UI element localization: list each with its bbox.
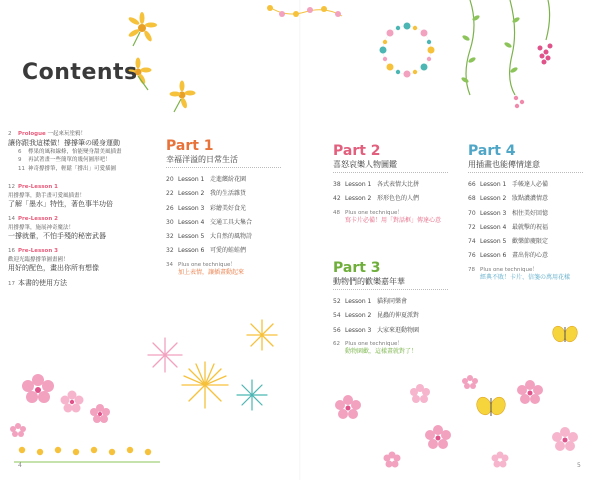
left-page-number: 4 <box>18 462 22 469</box>
page-number: 32 <box>166 233 174 241</box>
page-title: Contents <box>22 60 138 85</box>
part-3-section <box>333 260 458 356</box>
pre-lesson-subtitle: 用撐撐筆，施展神奇魔法！ <box>8 224 75 231</box>
lesson-title: 交通工具大集合 <box>210 218 253 226</box>
butterfly-icon <box>551 324 580 343</box>
lesson-title: 形形色色的人們 <box>377 195 420 203</box>
plus-technique <box>333 209 458 225</box>
lesson-title: 可愛的蛙蛙們 <box>210 247 247 255</box>
part-1-section <box>166 138 296 277</box>
part-3-label: Part 3 <box>333 260 381 276</box>
page-number: 70 <box>468 209 476 217</box>
plus-text: 寫卡片必備！用「對話框」傳達心意 <box>345 216 442 224</box>
part-4-title: 用插畫也能傳情達意 <box>468 159 583 173</box>
page-number: 30 <box>166 218 174 226</box>
lesson-title: 彩繪美好食光 <box>210 204 247 212</box>
page-number: 62 <box>333 340 340 347</box>
lesson-number: Lesson 1 <box>345 298 372 305</box>
lesson-title: 最就擊的祝福 <box>512 223 549 231</box>
page-number: 32 <box>166 247 174 255</box>
pre-lesson-label: Pre-Lesson 3 <box>18 248 58 254</box>
lesson-number: Lesson 2 <box>480 195 507 203</box>
prologue-item <box>18 165 158 174</box>
book-spine <box>299 0 301 480</box>
lesson-title: 貓狗同樂會 <box>377 298 408 305</box>
pre-lesson-subtitle: 用撐撐筆，動手畫可愛風插畫！ <box>8 192 86 199</box>
lesson-row <box>333 295 458 309</box>
lesson-title: 大自然的風物詩 <box>210 233 253 241</box>
cherry-blossom-icon <box>552 427 578 451</box>
lesson-number: Lesson 1 <box>480 181 507 188</box>
guide-entry <box>8 279 158 290</box>
lesson-number: Lesson 2 <box>178 190 205 198</box>
lesson-row <box>333 309 458 323</box>
cherry-blossom-icon <box>22 374 54 403</box>
page-number: 16 <box>8 248 15 254</box>
lesson-number: Lesson 4 <box>480 223 507 231</box>
lesson-title: 相住美好回憶 <box>512 209 549 217</box>
lesson-title: 昆蟲的伸夏派對 <box>377 312 420 320</box>
part-4-label: Part 4 <box>468 143 516 159</box>
lesson-row <box>468 192 593 206</box>
pre-lesson-heading: 了解「墨水」特性，著色事半功倍 <box>8 200 113 208</box>
cherry-blossom-icon <box>61 391 84 413</box>
cherry-blossom-icon <box>517 380 543 404</box>
pre-lesson-entry <box>8 215 158 241</box>
berry-cluster-icon <box>514 96 524 108</box>
prologue-item-text: 再試著畫一些簡單的幾何圖形吧！ <box>28 157 111 163</box>
page-number: 26 <box>166 204 174 212</box>
lesson-number: Lesson 1 <box>345 181 372 188</box>
lesson-title: 各式表情大比拼 <box>377 181 420 188</box>
lesson-title: 妝點濃濃情意 <box>512 195 549 203</box>
pre-lesson-label: Pre-Lesson 1 <box>18 184 58 190</box>
guide-heading: 本書的使用方法 <box>18 279 67 287</box>
prologue-label: Prologue <box>18 131 46 137</box>
leaf-icon <box>461 14 521 83</box>
lesson-row <box>166 230 296 244</box>
lesson-row <box>468 178 593 192</box>
plus-label: Plus one technique！ <box>178 261 236 268</box>
page-number: 2 <box>8 131 12 137</box>
lesson-number: Lesson 3 <box>178 204 205 212</box>
page-number: 66 <box>468 181 476 188</box>
page-number: 12 <box>8 184 15 190</box>
lesson-row <box>166 216 296 230</box>
lesson-number: Lesson 6 <box>178 247 205 255</box>
firework-icon <box>182 362 228 408</box>
page-number: 20 <box>166 176 174 183</box>
lesson-title: 大家來逛動物園 <box>377 326 420 334</box>
cherry-blossom-icon <box>492 452 509 468</box>
page-number: 17 <box>8 281 15 287</box>
firework-icon <box>247 320 277 350</box>
page-number: 52 <box>333 298 341 305</box>
plus-label: Plus one technique！ <box>480 266 538 273</box>
lesson-row <box>166 244 296 258</box>
plus-technique <box>166 261 296 277</box>
part-2-section <box>333 143 458 225</box>
lesson-row <box>333 324 458 338</box>
plus-technique <box>468 266 593 282</box>
page-number: 56 <box>333 326 341 334</box>
page-number: 78 <box>468 266 475 273</box>
cherry-blossom-icon <box>10 423 26 437</box>
butterfly-icon <box>474 395 507 417</box>
lesson-number: Lesson 2 <box>345 312 372 320</box>
yellow-bud-border-icon <box>19 447 151 455</box>
lesson-number: Lesson 3 <box>345 326 372 334</box>
page-number: 54 <box>333 312 341 320</box>
prologue-item-text: 檸果的風和線條，怡能變身甜美風插畫 <box>28 148 122 155</box>
page-number: 38 <box>333 181 341 188</box>
page-number: 22 <box>166 190 174 198</box>
pre-lesson-entry <box>8 247 158 273</box>
cherry-blossom-icon <box>425 425 451 449</box>
part-3-title: 動物們的歡樂嘉年華 <box>333 276 448 290</box>
page-number: 6 <box>18 148 22 155</box>
cherry-blossom-icon <box>384 452 401 468</box>
part-1-label: Part 1 <box>166 138 214 154</box>
prologue-item <box>18 156 158 165</box>
page-number: 74 <box>468 238 476 246</box>
right-page-number: 5 <box>577 462 581 469</box>
prologue-item <box>18 148 158 157</box>
plus-label: Plus one technique！ <box>345 340 403 347</box>
cherry-blossom-icon <box>410 384 430 403</box>
bead-wreath-icon <box>380 23 435 78</box>
berry-cluster-icon <box>538 44 553 65</box>
firework-icon <box>148 338 182 372</box>
plus-technique <box>333 340 458 356</box>
lesson-row <box>333 192 458 206</box>
lesson-title: 畫出你的心意 <box>512 252 549 260</box>
pre-lesson-heading: 用好的配色，畫出你所有想像 <box>8 264 99 272</box>
flower-garland-icon <box>267 5 342 17</box>
lesson-number: Lesson 5 <box>480 238 507 246</box>
part-1-title: 幸福洋溢的日常生活 <box>166 154 281 168</box>
part-2-title: 喜怒哀樂人物圖鑑 <box>333 159 448 173</box>
yellow-daisy-icon <box>170 81 196 113</box>
pre-lesson-heading: 一撐就暈，不怕手殘的秘密武器 <box>8 232 106 240</box>
part-4-section <box>468 143 593 282</box>
cherry-blossom-icon <box>462 375 478 389</box>
lesson-title: 走進繽紛花園 <box>210 176 247 183</box>
plus-label: Plus one technique！ <box>345 209 403 216</box>
lesson-row <box>166 187 296 201</box>
page-number: 9 <box>18 157 22 163</box>
lesson-row <box>468 207 593 221</box>
cherry-blossom-icon <box>90 404 110 423</box>
lesson-number: Lesson 2 <box>345 195 372 203</box>
cherry-blossom-icon <box>335 395 361 419</box>
page-number: 48 <box>333 209 340 216</box>
lesson-row <box>166 173 296 187</box>
lesson-title: 我的生活雜貨 <box>210 190 247 198</box>
page-number: 42 <box>333 195 341 203</box>
page-number: 68 <box>468 195 476 203</box>
yellow-daisy-icon <box>128 12 157 46</box>
firework-icon <box>237 380 267 410</box>
lesson-number: Lesson 1 <box>178 176 205 183</box>
lesson-row <box>468 221 593 235</box>
page-number: 11 <box>18 165 25 172</box>
lesson-row <box>333 178 458 192</box>
lesson-title: 歡樂節慶限定 <box>512 238 549 246</box>
page-number: 72 <box>468 223 476 231</box>
lesson-number: Lesson 6 <box>480 252 507 260</box>
page-number: 76 <box>468 252 476 260</box>
front-matter-column <box>8 130 158 290</box>
plus-text: 經典不敗！卡片、信箋の萬用花樣 <box>480 273 571 281</box>
lesson-number: Lesson 3 <box>480 209 507 217</box>
prologue-subtitle: 一起來玩塗鴉！ <box>47 131 87 137</box>
lesson-row <box>166 202 296 216</box>
lesson-title: 手帳達人必備 <box>512 181 549 188</box>
plus-text: 加上表情，讓插畫動起來 <box>178 268 245 276</box>
prologue-item-text: 神奇撐撐筆，輕鬆「撐出」可愛插圖 <box>28 165 117 172</box>
page-number: 14 <box>8 216 15 222</box>
prologue-heading: 讓你跟我這樣做！撐撐筆の暖身運動 <box>8 138 120 147</box>
pre-lesson-label: Pre-Lesson 2 <box>18 216 58 222</box>
lesson-number: Lesson 5 <box>178 233 205 241</box>
lesson-row <box>468 249 593 263</box>
lesson-number: Lesson 4 <box>178 218 205 226</box>
pre-lesson-entry <box>8 183 158 209</box>
vine-icon <box>466 0 550 95</box>
lesson-row <box>468 235 593 249</box>
part-2-label: Part 2 <box>333 143 381 159</box>
pre-lesson-subtitle: 歡迎光臨撐撐筆圖畫國！ <box>8 256 69 263</box>
prologue-entry <box>8 130 158 173</box>
plus-text: 動物園歡，這樣畫就對了！ <box>345 347 418 355</box>
page-number: 34 <box>166 261 173 268</box>
